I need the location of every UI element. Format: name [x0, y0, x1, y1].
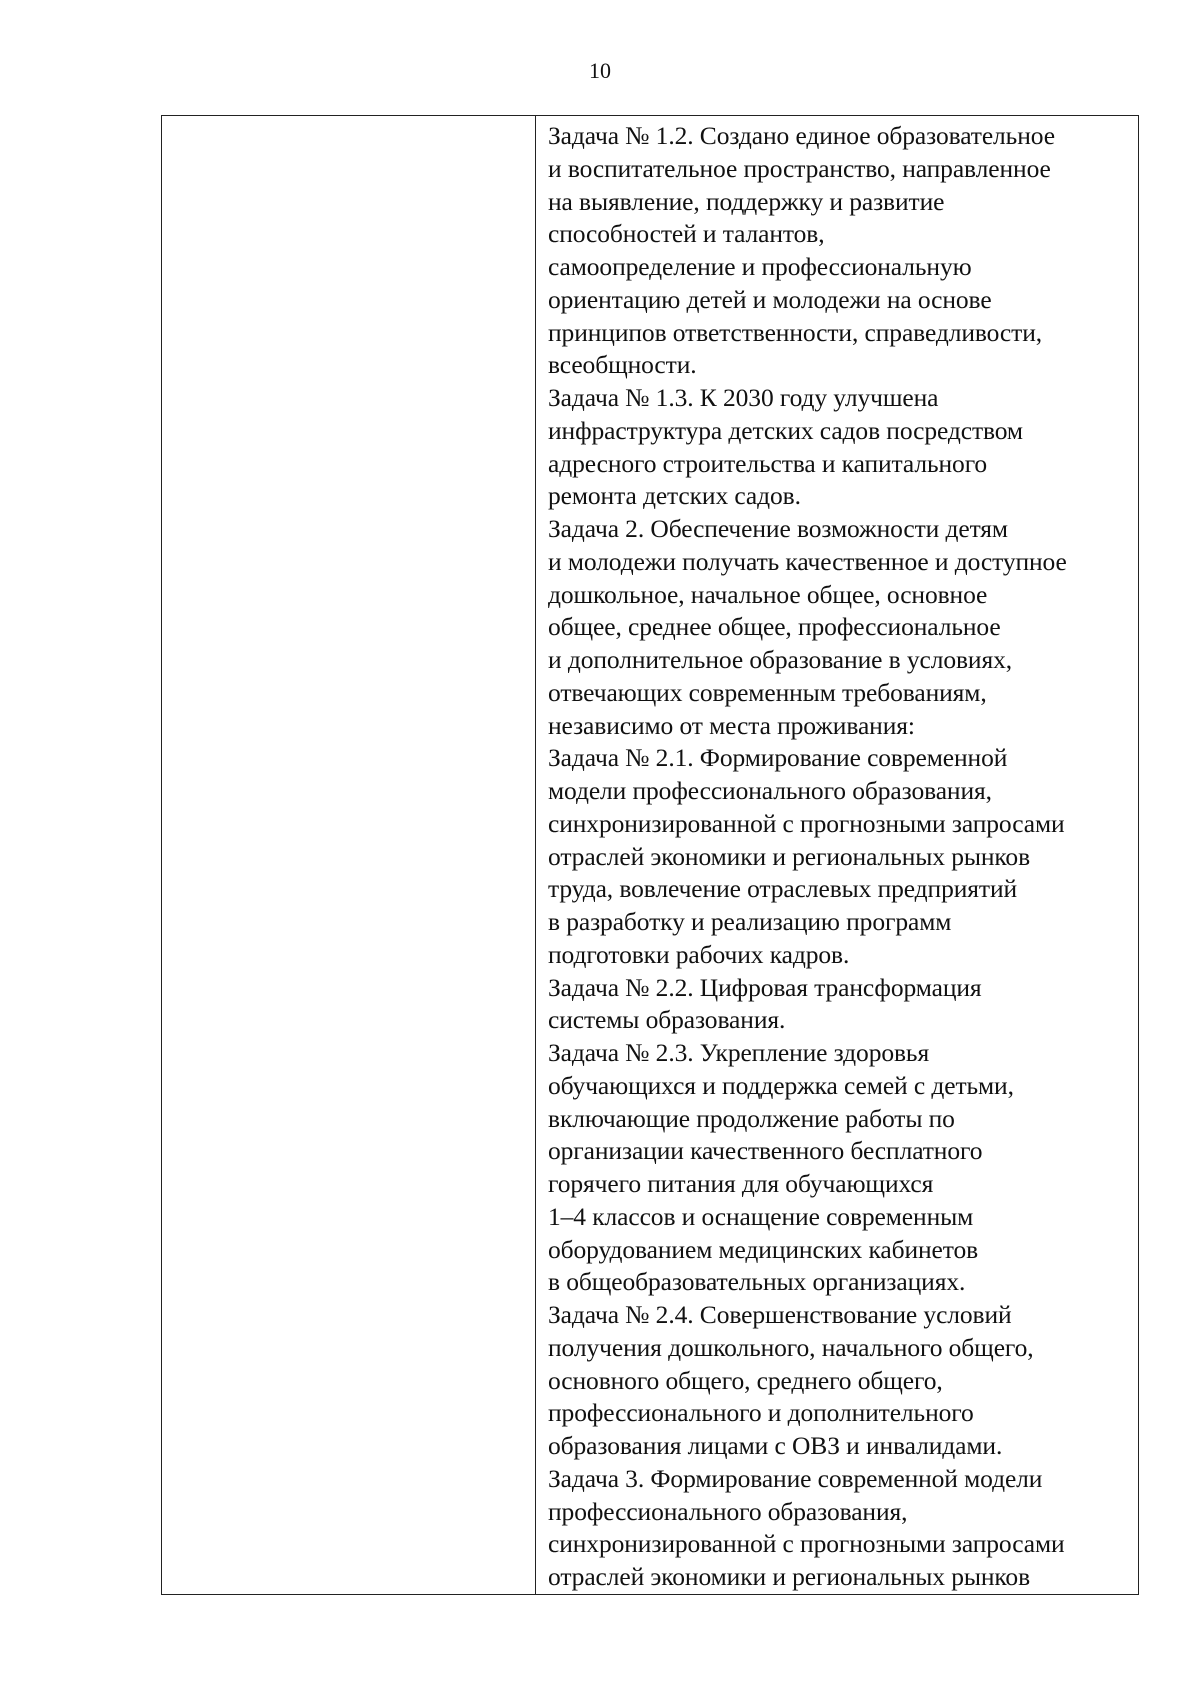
text-line: и молодежи получать качественное и доступное [548, 546, 1067, 576]
text-line: Задача 3. Формирование современной модели [548, 1463, 1043, 1493]
text-line: Задача № 2.1. Формирование современной [548, 743, 1008, 773]
text-line: Задача № 1.2. Создано единое образовательное [548, 121, 1055, 150]
text-line: способностей и талантов, [548, 219, 825, 249]
text-line: синхронизированной с прогнозными запросами [548, 1529, 1065, 1559]
text-line: Задача № 2.3. Укрепление здоровья [548, 1038, 930, 1067]
text-line: дошкольное, начальное общее, основное [548, 579, 988, 609]
text-line: и дополнительное образование в условиях, [548, 645, 1013, 674]
text-line: самоопределение и профессиональную [548, 252, 972, 281]
table-cell-right [536, 116, 1138, 1594]
text-line: Задача 2. Обеспечение возможности детям [548, 514, 1008, 543]
text-line: адресного строительства и капитального [548, 448, 988, 478]
text-line: профессионального и дополнительного [548, 1398, 974, 1428]
text-line: независимо от места проживания: [548, 710, 915, 740]
text-line: в разработку и реализацию программ [548, 907, 952, 936]
text-line: общее, среднее общее, профессиональное [548, 612, 1001, 642]
text-line: всеобщности. [548, 350, 697, 380]
text-line: оборудованием медицинских кабинетов [548, 1234, 979, 1264]
text-line: системы образования. [548, 1005, 786, 1035]
text-line: ремонта детских садов. [548, 481, 801, 511]
text-line: отраслей экономики и региональных рынков [548, 841, 1031, 871]
text-line: Задача № 1.3. К 2030 году улучшена [548, 383, 939, 412]
text-line: инфраструктура детских садов посредством [548, 415, 1023, 445]
text-line: синхронизированной с прогнозными запросами [548, 808, 1065, 838]
text-line: получения дошкольного, начального общего, [548, 1332, 1034, 1362]
text-line: модели профессионального образования, [548, 776, 992, 805]
text-line: на выявление, поддержку и развитие [548, 186, 945, 216]
table-cell-left [162, 116, 536, 1594]
text-line: горячего питания для обучающихся [548, 1169, 934, 1198]
text-line: Задача № 2.4. Совершенствование условий [548, 1300, 1012, 1329]
text-line: подготовки рабочих кадров. [548, 939, 850, 969]
text-line: ориентацию детей и молодежи на основе [548, 284, 992, 314]
text-line: и воспитательное пространство, направленное [548, 153, 1051, 183]
text-line: 1–4 классов и оснащение современным [548, 1201, 974, 1231]
text-line: труда, вовлечение отраслевых предприятий [548, 874, 1018, 904]
text-line: основного общего, среднего общего, [548, 1365, 943, 1395]
text-line: в общеобразовательных организациях. [548, 1267, 966, 1297]
page-number: 10 [589, 58, 611, 83]
text-line: образования лицами с ОВЗ и инвалидами. [548, 1431, 1003, 1460]
text-line: обучающихся и поддержка семей с детьми, [548, 1070, 1014, 1100]
text-line: включающие продолжение работы по [548, 1103, 955, 1133]
text-line: отвечающих современным требованиям, [548, 677, 987, 707]
text-line: профессионального образования, [548, 1496, 908, 1526]
text-line: организации качественного бесплатного [548, 1136, 983, 1166]
text-line: отраслей экономики и региональных рынков [548, 1562, 1031, 1591]
text-line: Задача № 2.2. Цифровая трансформация [548, 972, 982, 1002]
document-table [161, 115, 1139, 1595]
text-line: принципов ответственности, справедливости, [548, 317, 1043, 347]
